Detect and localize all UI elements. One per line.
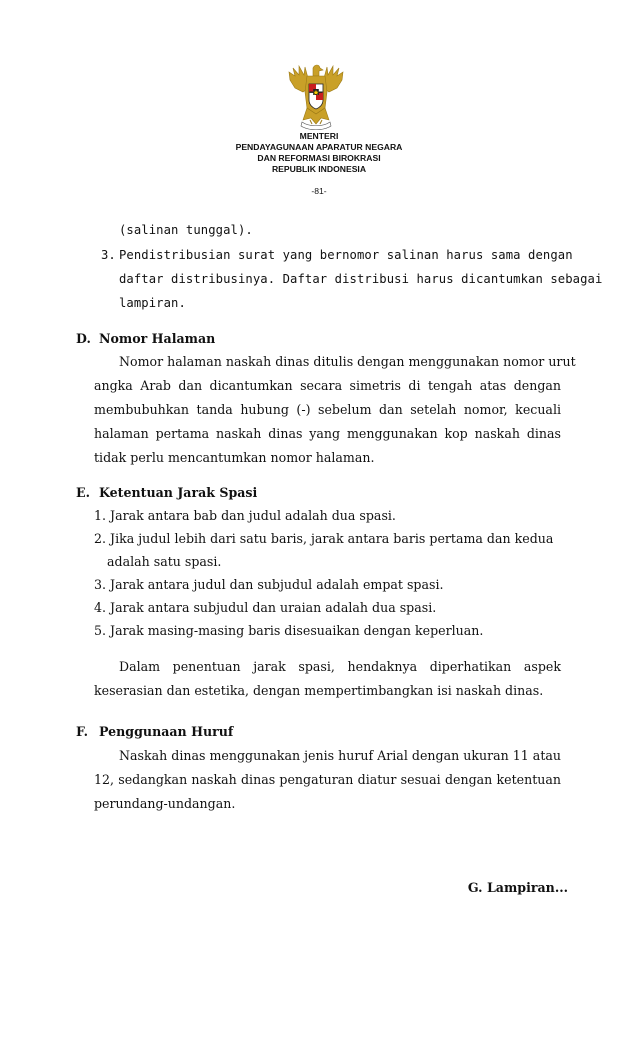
paragraph-line: membubuhkan tanda hubung (-) sebelum dan setelah nomor, kecuali — [94, 402, 561, 417]
letterhead-line: MENTERI — [299, 131, 339, 141]
text-line: daftar distribusinya. Daftar distribusi harus dicantumkan sebagai — [119, 272, 603, 286]
list-item: 4. Jarak antara subjudul dan uraian adalah dua spasi. — [94, 600, 437, 615]
garuda-emblem — [285, 62, 347, 132]
paragraph-line: angka Arab dan dicantumkan secara simetris di tengah atas dengan — [94, 378, 561, 393]
list-item: 2. Jika judul lebih dari satu baris, jarak antara baris pertama dan kedua — [94, 531, 554, 546]
page-number: -81- — [311, 186, 327, 196]
letterhead — [0, 131, 638, 175]
paragraph-line: 12, sedangkan naskah dinas pengaturan diatur sesuai dengan ketentuan — [94, 772, 561, 787]
list-number: 3. — [101, 248, 116, 262]
list-item: 5. Jarak masing-masing baris disesuaikan dengan keperluan. — [94, 623, 484, 638]
paragraph-line: Dalam penentuan jarak spasi, hendaknya diperhatikan aspek — [119, 659, 561, 674]
shield-icon — [309, 84, 323, 109]
paragraph-line: perundang-undangan. — [94, 796, 236, 811]
paragraph-line: Naskah dinas menggunakan jenis huruf Arial dengan ukuran 11 atau — [119, 748, 561, 763]
paragraph-line: tidak perlu mencantumkan nomor halaman. — [94, 450, 375, 465]
paragraph-line: keserasian dan estetika, dengan mempertimbangkan isi naskah dinas. — [94, 683, 544, 698]
letterhead-line: REPUBLIK INDONESIA — [271, 164, 367, 174]
list-item: 3. Jarak antara judul dan subjudul adalah empat spasi. — [94, 577, 444, 592]
paragraph-line: halaman pertama naskah dinas yang menggunakan kop naskah dinas — [94, 426, 561, 441]
list-item: adalah satu spasi. — [107, 554, 222, 569]
section-heading-f: F. Penggunaan Huruf — [76, 724, 234, 739]
section-heading-d: D. Nomor Halaman — [76, 331, 216, 346]
paragraph-line: Nomor halaman naskah dinas ditulis dengan menggunakan nomor urut — [119, 354, 576, 369]
text-line: Pendistribusian surat yang bernomor salinan harus sama dengan — [119, 248, 573, 262]
letterhead-line: PENDAYAGUNAAN APARATUR NEGARA — [235, 142, 403, 152]
text-line: (salinan tunggal). — [119, 223, 253, 237]
section-heading-e: E. Ketentuan Jarak Spasi — [76, 485, 258, 500]
text-line: lampiran. — [119, 296, 186, 310]
next-page-reference: G. Lampiran... — [467, 880, 568, 895]
letterhead-line: DAN REFORMASI BIROKRASI — [257, 153, 381, 163]
list-item: 1. Jarak antara bab dan judul adalah dua spasi. — [94, 508, 396, 523]
